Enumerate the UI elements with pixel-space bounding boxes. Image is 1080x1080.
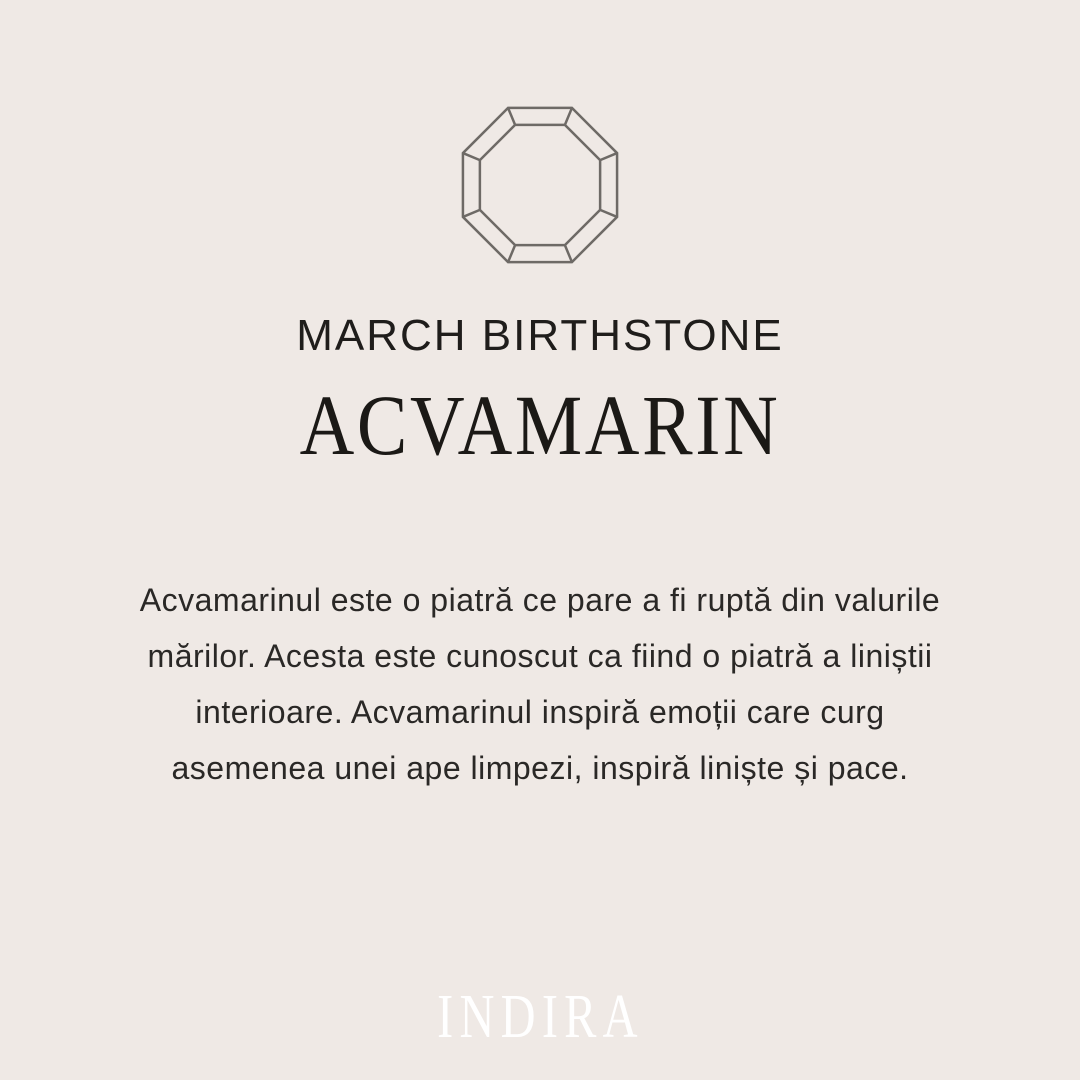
description-line: Acvamarinul este o piatră ce pare a fi ruptă din valurile bbox=[139, 582, 941, 618]
eyebrow-month-label: MARCH BIRTHSTONE bbox=[296, 311, 784, 360]
description-line: interioare. Acvamarinul inspiră emoții care curg bbox=[195, 694, 885, 730]
birthstone-title: ACVAMARIN bbox=[299, 377, 781, 473]
description-line: mărilor. Acesta este cunoscut ca fiind o piatră a liniștii bbox=[147, 638, 933, 674]
brand-logo bbox=[0, 983, 1080, 1051]
gemstone-octagon-icon bbox=[0, 104, 1080, 266]
brand-logo-text: INDIRA bbox=[436, 983, 644, 1051]
description-line: asemenea unei ape limpezi, inspiră liniște și pace. bbox=[171, 750, 909, 786]
description-paragraph bbox=[0, 572, 1080, 796]
